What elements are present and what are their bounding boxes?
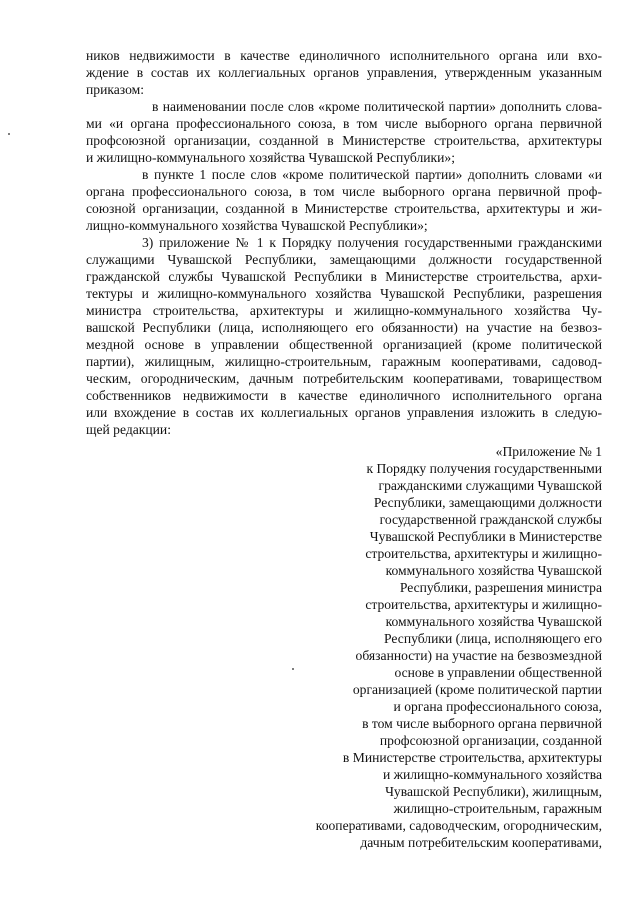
appendix-line: к Порядку получения государственными: [366, 461, 602, 476]
text-line: гражданской службы Чувашской Республики в Министерстве строительства, архи-: [86, 269, 602, 284]
appendix-line: в Министерстве строительства, архитектуры: [342, 750, 602, 765]
appendix-line: Республики (лица, исполняющего его: [384, 631, 602, 646]
text-line: партии), жилищным, жилищно-строительным, гаражным кооперативами, садовод-: [86, 354, 602, 369]
appendix-line: строительства, архитектуры и жилищно-: [365, 546, 602, 561]
text-line: 3) приложение № 1 к Порядку получения государственными гражданскими: [142, 235, 602, 250]
text-line: ческим, огородническим, дачным потребительским кооперативами, товариществом: [86, 371, 602, 386]
appendix-line: Чувашской Республики), жилищным,: [385, 784, 602, 799]
scan-speck: [8, 133, 10, 135]
text-line: союзной организации, созданной в Министерстве строительства, архитектуры и жи-: [86, 201, 602, 216]
text-line: приказом:: [86, 82, 144, 97]
appendix-line: организацией (кроме политической партии: [352, 682, 602, 697]
text-line: в наименовании после слов «кроме политической партии» дополнить слова-: [152, 99, 602, 114]
text-line: органа профессионального союза, в том числе выборного органа первичной проф-: [86, 184, 602, 199]
appendix-line: коммунального хозяйства Чувашской: [385, 563, 602, 578]
appendix-line: гражданскими служащими Чувашской: [378, 478, 602, 493]
appendix-line: Чувашской Республики в Министерстве: [369, 529, 602, 544]
text-line: служащими Чувашской Республики, замещающими должности государственной: [86, 252, 602, 267]
appendix-line: и жилищно-коммунального хозяйства: [382, 767, 602, 782]
appendix-line: обязанности) на участие на безвозмездной: [355, 648, 602, 663]
text-line: профсоюзной организации, созданной в Министерстве строительства, архитектуры: [86, 133, 602, 148]
text-line: в пункте 1 после слов «кроме политической партии» дополнить словами «и: [142, 167, 602, 182]
appendix-line: Республики, разрешения министра: [399, 580, 602, 595]
appendix-title: «Приложение № 1: [495, 444, 602, 459]
text-line: собственников недвижимости в качестве единоличного исполнительного органа: [86, 388, 602, 403]
text-line: министра строительства, архитектуры и жилищно-коммунального хозяйства Чу-: [86, 303, 602, 318]
document-body: [86, 47, 602, 438]
appendix-line: коммунального хозяйства Чувашской: [385, 614, 602, 629]
text-line: и жилищно-коммунального хозяйства Чувашской Республики»;: [86, 150, 456, 165]
appendix-line: кооперативами, садоводческим, огородническим,: [315, 818, 602, 833]
appendix-line: дачным потребительским кооперативами,: [360, 835, 602, 850]
appendix-line: и органа профессионального союза,: [393, 699, 602, 714]
appendix-line: жилищно-строительным, гаражным: [393, 801, 602, 816]
text-line: щей редакции:: [86, 422, 171, 437]
text-line: мездной основе в управлении общественной организацией (кроме политической: [86, 337, 602, 352]
text-line: вашской Республики (лица, исполняющего его обязанности) на участие на безвоз-: [86, 320, 602, 335]
paragraph: [86, 98, 602, 166]
appendix-line: профсоюзной организации, созданной: [379, 733, 602, 748]
appendix-header: [272, 443, 602, 851]
text-line: ников недвижимости в качестве единоличного исполнительного органа или вхо-: [86, 48, 602, 63]
text-line: лищно-коммунального хозяйства Чувашской Республики»;: [86, 218, 428, 233]
paragraph: [86, 234, 602, 438]
paragraph: [86, 47, 602, 98]
paragraph: [86, 166, 602, 234]
appendix-line: государственной гражданской службы: [379, 512, 602, 527]
text-line: тектуры и жилищно-коммунального хозяйства Чувашской Республики, разрешения: [86, 286, 602, 301]
appendix-line: строительства, архитектуры и жилищно-: [365, 597, 602, 612]
appendix-line: основе в управлении общественной: [394, 665, 602, 680]
text-line: ми «и органа профессионального союза, в том числе выборного органа первичной: [86, 116, 602, 131]
appendix-line: в том числе выборного органа первичной: [362, 716, 602, 731]
text-line: ждение в состав их коллегиальных органов управления, утвержденным указанным: [86, 65, 602, 80]
text-line: или вхождение в состав их коллегиальных органов управления изложить в следую-: [86, 405, 602, 420]
appendix-line: Республики, замещающими должности: [373, 495, 602, 510]
